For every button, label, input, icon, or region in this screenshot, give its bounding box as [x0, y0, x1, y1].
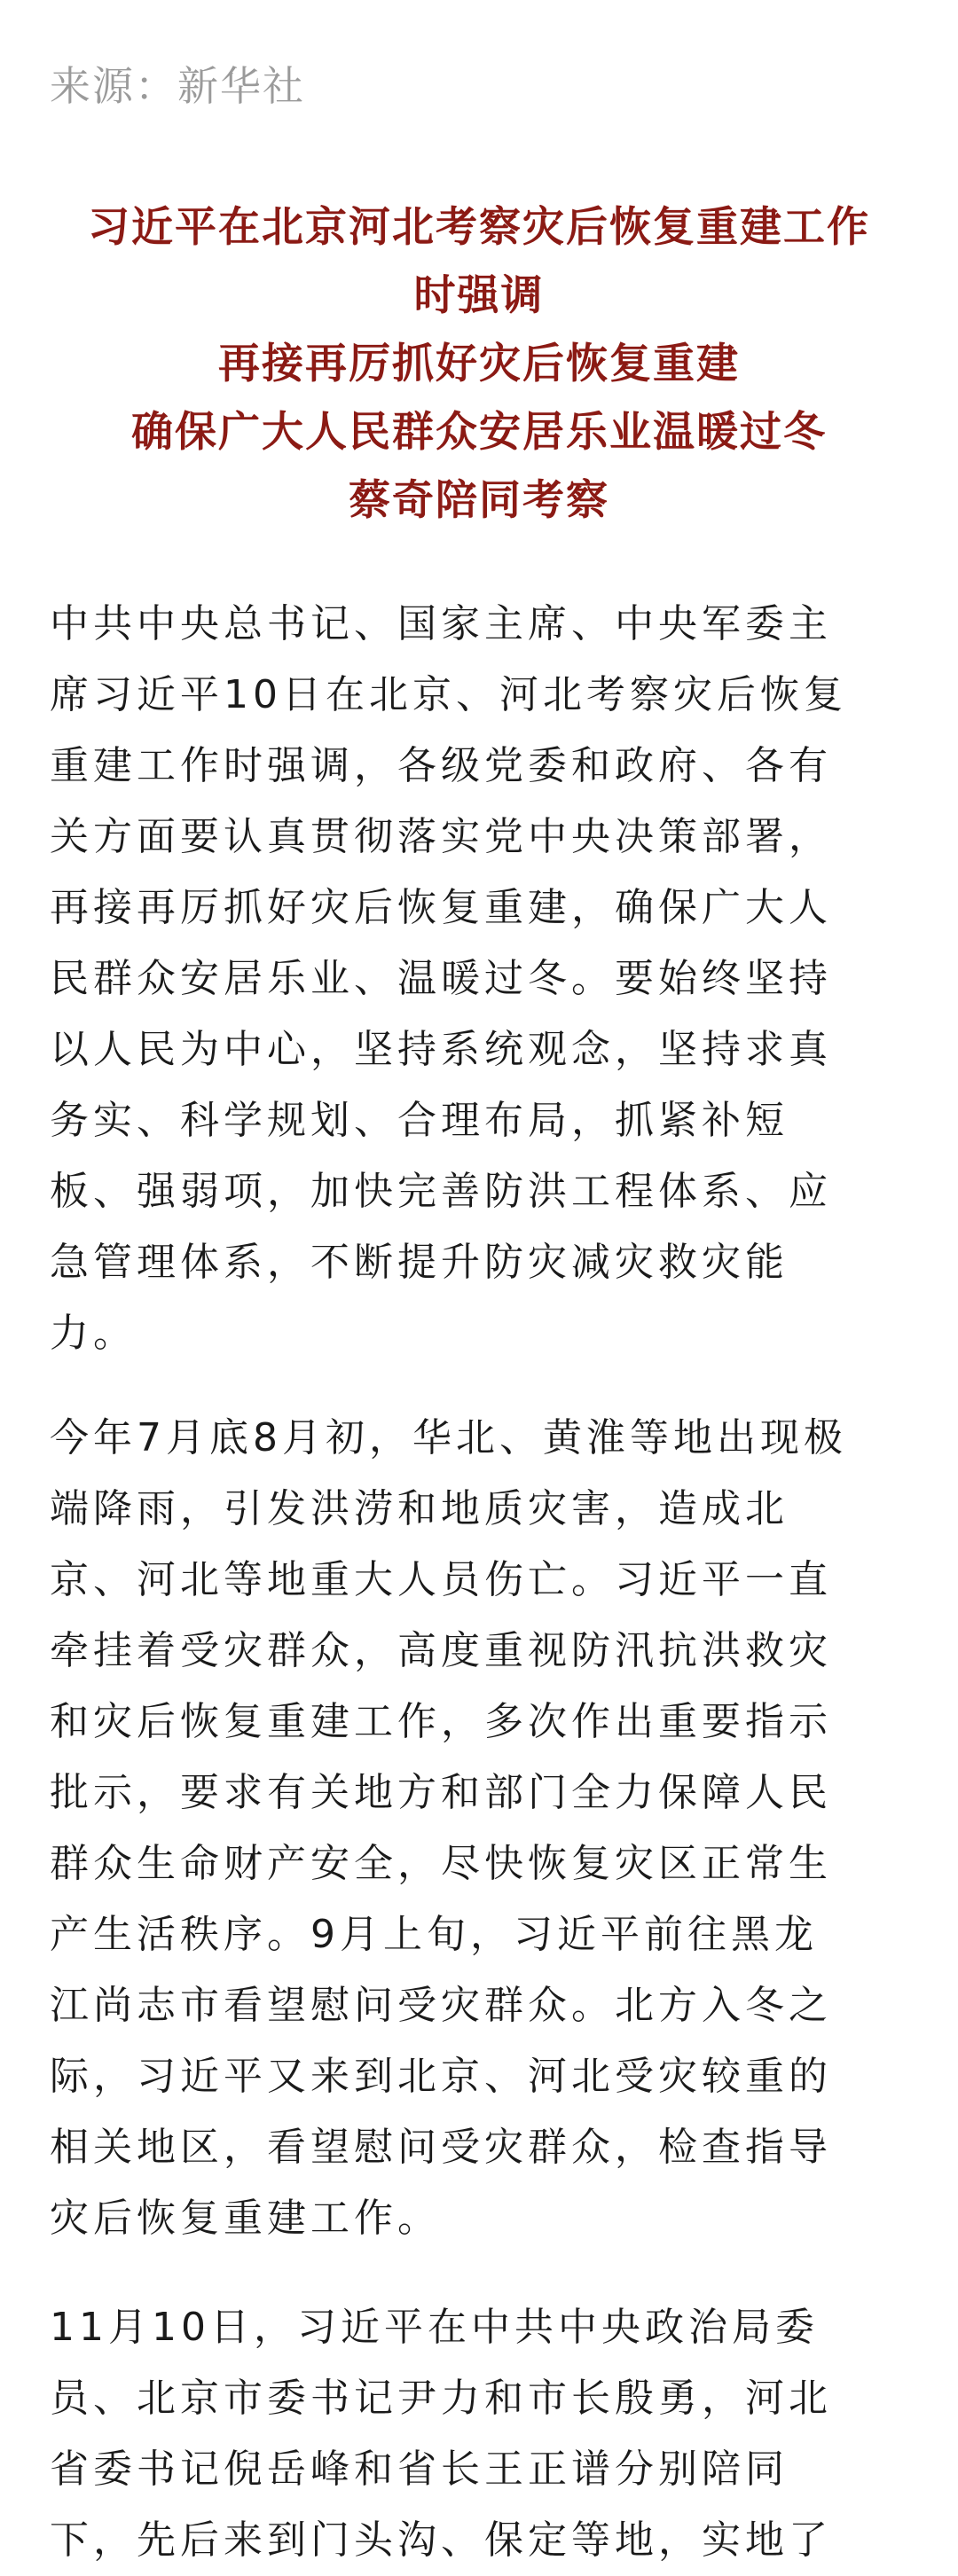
paragraph-line: 江尚志市看望慰问受灾群众。北方入冬之: [50, 1983, 832, 2028]
paragraph-line: 牵挂着受灾群众，高度重视防汛抗洪救灾: [50, 1628, 832, 1673]
paragraph-line: 席习近平10日在北京、河北考察灾后恢复: [50, 672, 847, 717]
paragraph-line: 相关地区，看望慰问受灾群众，检查指导: [50, 2125, 832, 2170]
paragraph-line: 批示，要求有关地方和部门全力保障人民: [50, 1770, 832, 1815]
headline-line: 确保广大人民群众安居乐业温暖过冬: [131, 408, 827, 457]
headline-line: 蔡奇陪同考察: [349, 476, 609, 525]
paragraph-line: 以人民为中心，坚持系统观念，坚持求真: [50, 1027, 832, 1072]
paragraph-line: 再接再厉抓好灾后恢复重建，确保广大人: [50, 885, 832, 930]
headline-line: 再接再厉抓好灾后恢复重建: [218, 340, 740, 388]
paragraph-line: 和灾后恢复重建工作，多次作出重要指示: [50, 1699, 832, 1744]
paragraph-line: 板、强弱项，加快完善防洪工程体系、应: [50, 1169, 832, 1214]
paragraph-line: 省委书记倪岳峰和省长王正谱分别陪同: [50, 2447, 789, 2492]
paragraph-line: 端降雨，引发洪涝和地质灾害，造成北: [50, 1486, 789, 1531]
article-paragraph: [50, 589, 915, 1369]
article-paragraph: [50, 2292, 915, 2576]
paragraph-line: 关方面要认真贯彻落实党中央决策部署，: [50, 814, 832, 859]
paragraph-line: 民群众安居乐业、温暖过冬。要始终坚持: [50, 956, 832, 1001]
paragraph-line: 11月10日，习近平在中共中央政治局委: [50, 2305, 819, 2350]
article-source: 来源：新华社: [50, 62, 305, 110]
paragraph-line: 灾后恢复重建工作。: [50, 2196, 441, 2241]
paragraph-line: 今年7月底8月初，华北、黄淮等地出现极: [50, 1415, 847, 1460]
paragraph-line: 力。: [50, 1311, 137, 1356]
paragraph-line: 急管理体系，不断提升防灾减灾救灾能: [50, 1240, 789, 1285]
headline-line: 时强调: [413, 271, 545, 320]
paragraph-line: 中共中央总书记、国家主席、中央军委主: [50, 601, 832, 646]
article-headline: [0, 193, 958, 535]
paragraph-line: 产生活秩序。9月上旬，习近平前往黑龙: [50, 1912, 818, 1957]
paragraph-line: 下，先后来到门头沟、保定等地，实地了: [50, 2517, 832, 2563]
paragraph-line: 京、河北等地重大人员伤亡。习近平一直: [50, 1557, 832, 1602]
paragraph-line: 重建工作时强调，各级党委和政府、各有: [50, 743, 832, 788]
paragraph-line: 员、北京市委书记尹力和市长殷勇，河北: [50, 2376, 832, 2421]
headline-line: 习近平在北京河北考察灾后恢复重建工作: [88, 203, 870, 252]
paragraph-line: 群众生命财产安全，尽快恢复灾区正常生: [50, 1841, 832, 1886]
paragraph-line: 务实、科学规划、合理布局，抓紧补短: [50, 1098, 789, 1143]
article-paragraph: [50, 1403, 915, 2254]
paragraph-line: 际，习近平又来到北京、河北受灾较重的: [50, 2054, 832, 2099]
